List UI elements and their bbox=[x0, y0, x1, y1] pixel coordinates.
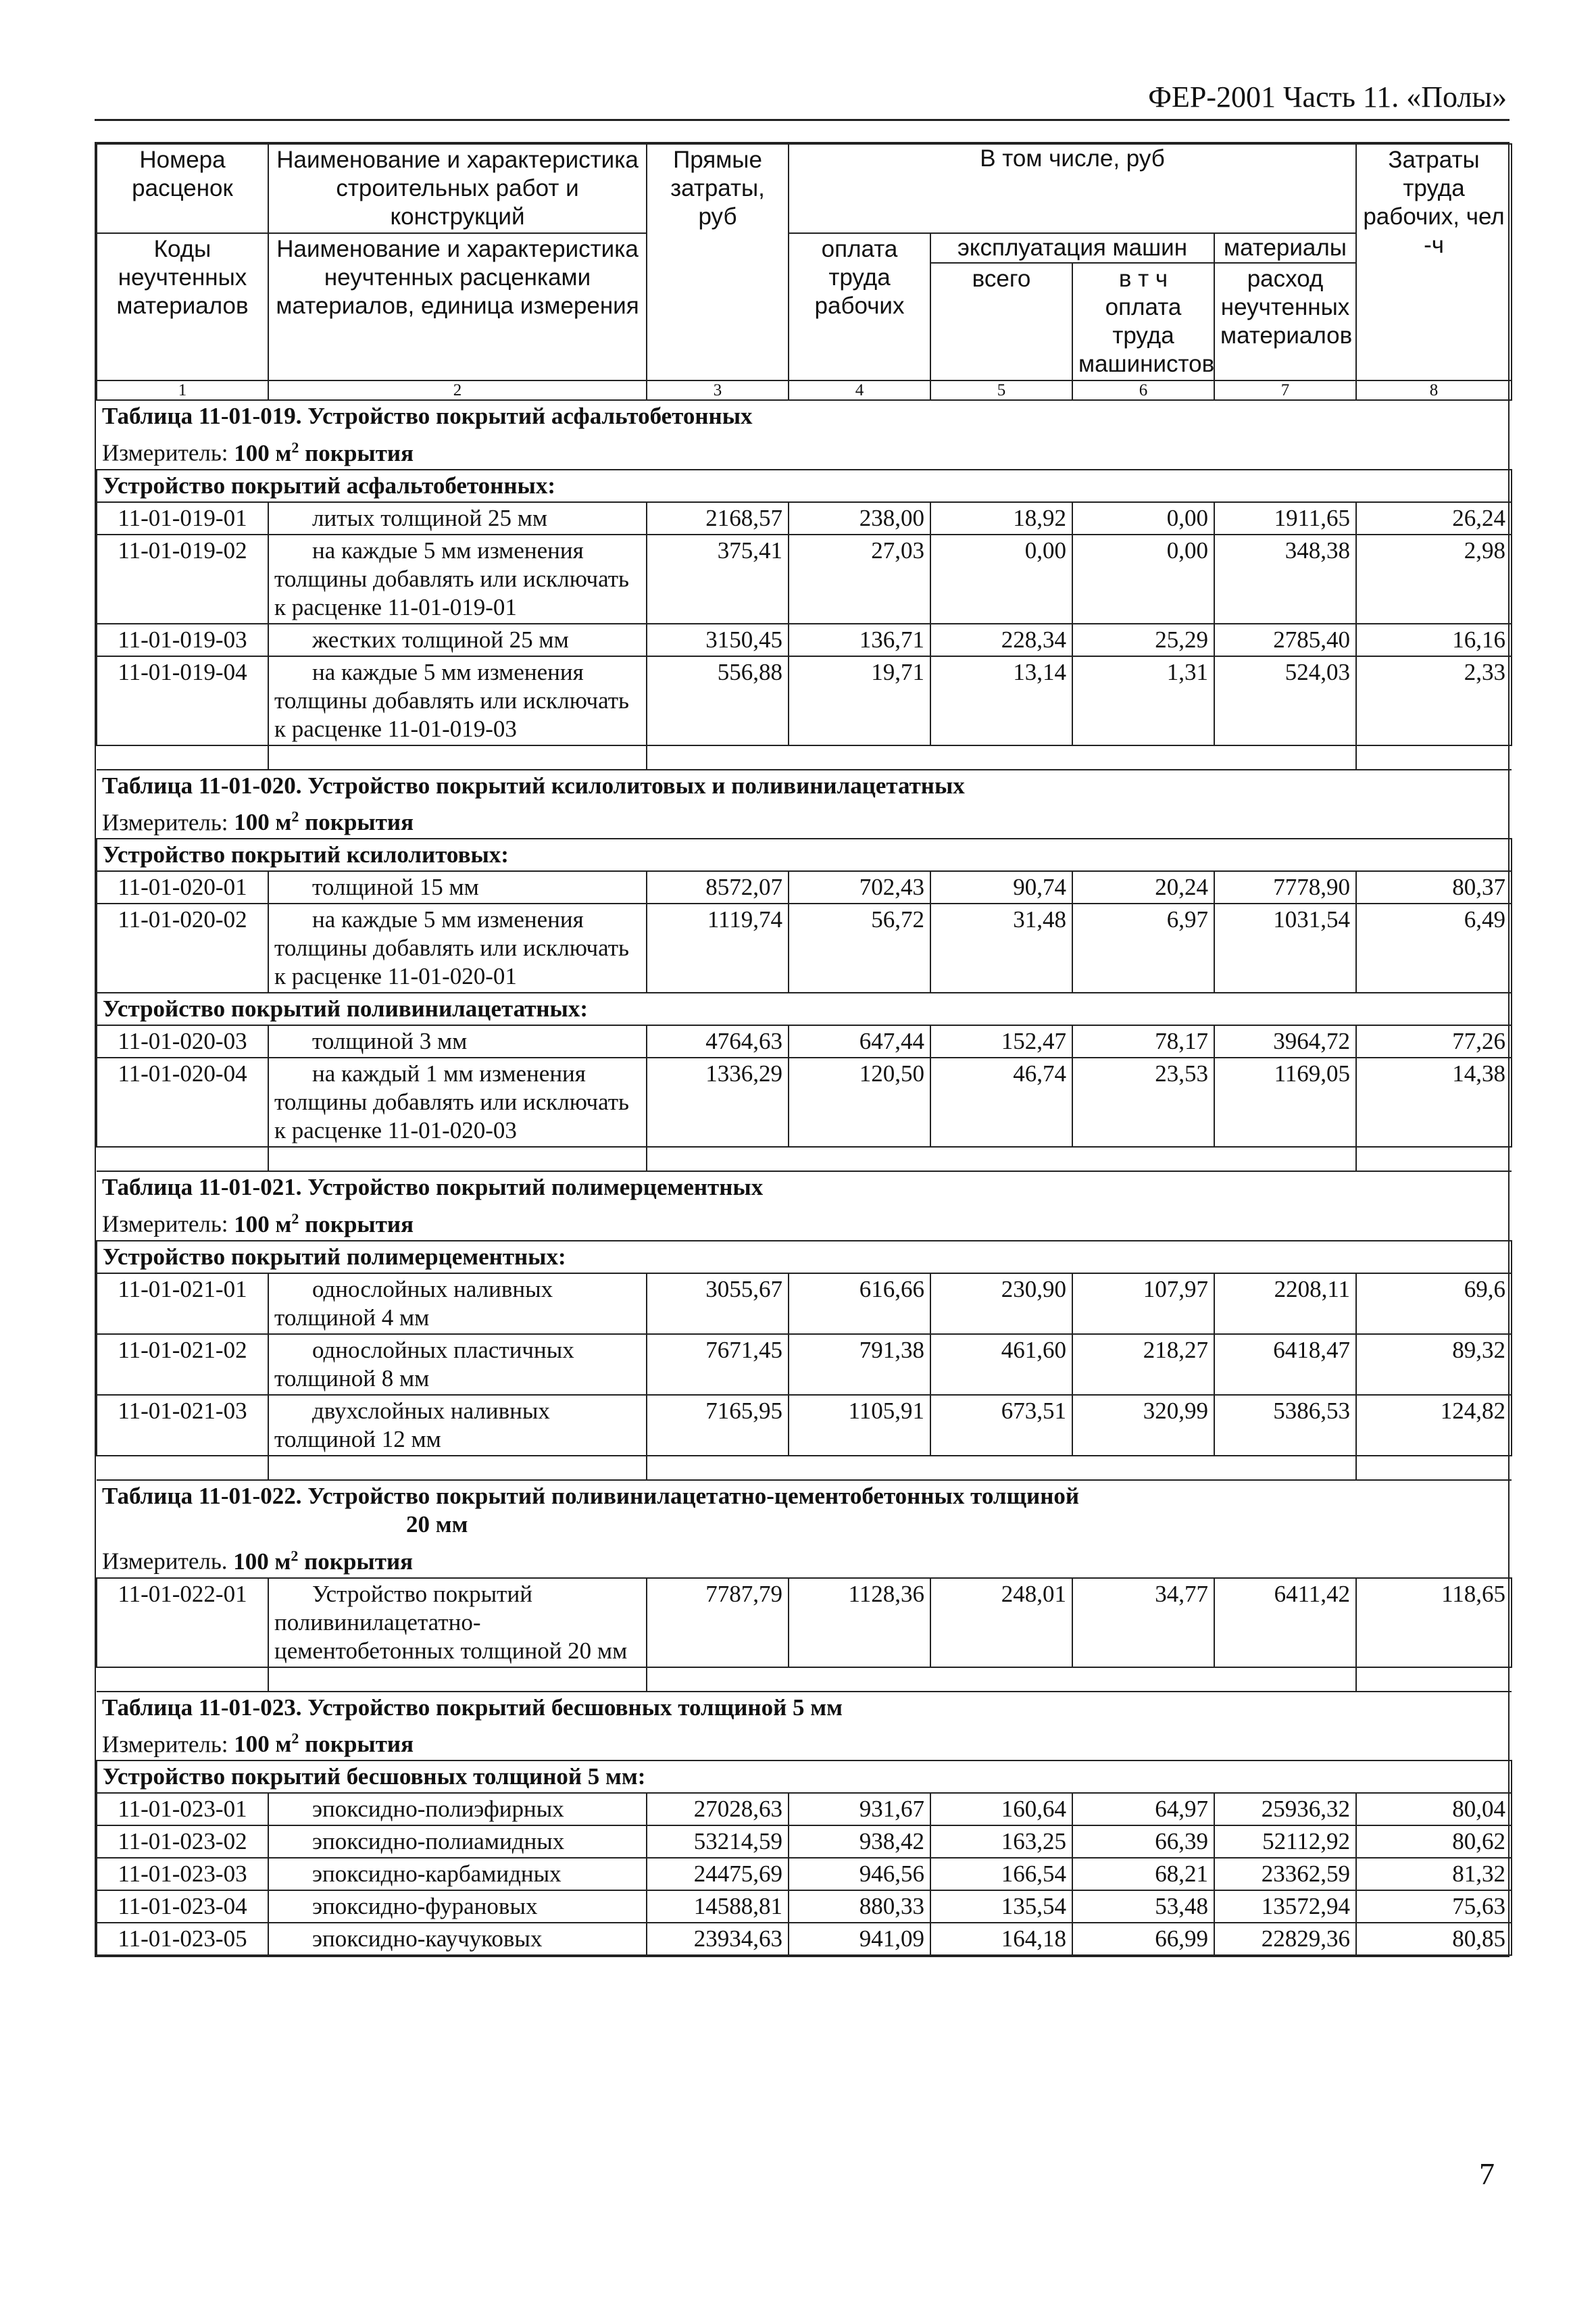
worker-pay: 136,71 bbox=[789, 624, 930, 656]
spacer-cell bbox=[268, 1147, 647, 1171]
header-including: В том числе, руб bbox=[789, 144, 1356, 233]
spacer-cell bbox=[97, 745, 268, 770]
machines-total: 163,25 bbox=[930, 1825, 1072, 1858]
materials-cost: 2208,11 bbox=[1214, 1273, 1356, 1334]
spacer-cell bbox=[1072, 1147, 1214, 1171]
work-name-text: Устройство покрытий поливинилацетатно-цементобетонных толщиной 20 мм bbox=[274, 1580, 628, 1664]
materials-cost: 6418,47 bbox=[1214, 1334, 1356, 1395]
header-operator-pay: в т ч оплата труда машинистов bbox=[1072, 263, 1214, 380]
spacer-row bbox=[97, 1667, 1512, 1692]
meter-value: 100 м bbox=[233, 1548, 291, 1575]
materials-cost: 7778,90 bbox=[1214, 871, 1356, 904]
table-title-text: Таблица 11-01-020. Устройство покрытий ксилолитовых и поливинилацетатных bbox=[102, 772, 965, 799]
table-row bbox=[97, 1334, 1512, 1395]
rate-code: 11-01-021-03 bbox=[97, 1395, 268, 1456]
direct-cost: 8572,07 bbox=[647, 871, 789, 904]
subsection-row bbox=[97, 839, 1512, 871]
work-name-text: эпоксидно-карбамидных bbox=[312, 1861, 562, 1888]
column-number: 8 bbox=[1356, 380, 1512, 400]
operator-pay: 66,39 bbox=[1072, 1825, 1214, 1858]
machines-total: 160,64 bbox=[930, 1793, 1072, 1825]
spacer-cell bbox=[1356, 745, 1512, 770]
labor-hours: 81,32 bbox=[1356, 1858, 1512, 1890]
meter-row bbox=[97, 1540, 1512, 1578]
worker-pay: 647,44 bbox=[789, 1025, 930, 1058]
spacer-cell bbox=[1072, 745, 1214, 770]
spacer-cell bbox=[647, 1667, 789, 1692]
operator-pay: 64,97 bbox=[1072, 1793, 1214, 1825]
meter-unit bbox=[234, 1731, 414, 1757]
spacer-cell bbox=[1214, 1456, 1356, 1480]
spacer-row bbox=[97, 1147, 1512, 1171]
materials-cost: 5386,53 bbox=[1214, 1395, 1356, 1456]
work-name bbox=[268, 535, 647, 624]
operator-pay: 68,21 bbox=[1072, 1858, 1214, 1890]
operator-pay: 218,27 bbox=[1072, 1334, 1214, 1395]
table-title-row bbox=[97, 770, 1512, 802]
spacer-cell bbox=[1072, 1667, 1214, 1692]
meter-exponent: 2 bbox=[291, 1546, 299, 1564]
rate-code: 11-01-020-01 bbox=[97, 871, 268, 904]
header-machines-total: всего bbox=[930, 263, 1072, 380]
machines-total: 673,51 bbox=[930, 1395, 1072, 1456]
table-row bbox=[97, 1273, 1512, 1334]
labor-hours: 77,26 bbox=[1356, 1025, 1512, 1058]
header-rule bbox=[95, 119, 1510, 121]
meter-label: Измеритель: bbox=[102, 1731, 228, 1758]
rate-code: 11-01-021-01 bbox=[97, 1273, 268, 1334]
table-row bbox=[97, 1395, 1512, 1456]
spacer-cell bbox=[930, 745, 1072, 770]
materials-cost: 52112,92 bbox=[1214, 1825, 1356, 1858]
rate-code: 11-01-021-02 bbox=[97, 1334, 268, 1395]
table-row bbox=[97, 904, 1512, 993]
header-labor-hours: Затраты труда рабочих, чел -ч bbox=[1356, 144, 1512, 380]
work-name-text: толщиной 15 мм bbox=[312, 874, 479, 901]
spacer-cell bbox=[789, 1456, 930, 1480]
work-name bbox=[268, 656, 647, 745]
spacer-cell bbox=[647, 1456, 789, 1480]
rates-table bbox=[96, 143, 1512, 1956]
table-row bbox=[97, 1923, 1512, 1955]
work-name-text: эпоксидно-фурановых bbox=[312, 1893, 538, 1920]
subsection-title: Устройство покрытий бесшовных толщиной 5 мм: bbox=[97, 1761, 1512, 1793]
running-head: ФЕР-2001 Часть 11. «Полы» bbox=[1148, 80, 1507, 114]
spacer-cell bbox=[97, 1147, 268, 1171]
operator-pay: 320,99 bbox=[1072, 1395, 1214, 1456]
work-name bbox=[268, 904, 647, 993]
subsection-title: Устройство покрытий поливинилацетатных: bbox=[97, 993, 1512, 1025]
work-name-text: на каждые 5 мм изменения толщины добавлять или исключать к расценке 11-01-020-01 bbox=[274, 906, 630, 990]
worker-pay: 120,50 bbox=[789, 1058, 930, 1147]
header-material-use: расход неучтенных материалов bbox=[1214, 263, 1356, 380]
column-header bbox=[97, 144, 1512, 400]
spacer-cell bbox=[789, 745, 930, 770]
direct-cost: 556,88 bbox=[647, 656, 789, 745]
table-row bbox=[97, 1858, 1512, 1890]
price-sheet bbox=[95, 142, 1510, 1957]
spacer-cell bbox=[1072, 1456, 1214, 1480]
spacer-cell bbox=[1356, 1147, 1512, 1171]
table-title-text: Таблица 11-01-021. Устройство покрытий полимерцементных bbox=[102, 1174, 764, 1201]
worker-pay: 27,03 bbox=[789, 535, 930, 624]
operator-pay: 0,00 bbox=[1072, 502, 1214, 535]
materials-cost: 348,38 bbox=[1214, 535, 1356, 624]
table-row bbox=[97, 1825, 1512, 1858]
work-name-text: двухслойных наливных толщиной 12 мм bbox=[274, 1397, 550, 1452]
table-row bbox=[97, 1578, 1512, 1667]
header-direct-costs: Прямые затраты, руб bbox=[647, 144, 789, 380]
machines-total: 18,92 bbox=[930, 502, 1072, 535]
unit-of-measure bbox=[97, 432, 1512, 470]
work-name bbox=[268, 1578, 647, 1667]
spacer-row bbox=[97, 745, 1512, 770]
meter-row bbox=[97, 1203, 1512, 1241]
work-name bbox=[268, 1058, 647, 1147]
direct-cost: 1336,29 bbox=[647, 1058, 789, 1147]
table-row bbox=[97, 502, 1512, 535]
meter-suffix: покрытия bbox=[299, 1210, 414, 1237]
work-name-text: толщиной 3 мм bbox=[312, 1028, 468, 1055]
labor-hours: 80,85 bbox=[1356, 1923, 1512, 1955]
meter-value: 100 м bbox=[234, 1210, 292, 1237]
machines-total: 0,00 bbox=[930, 535, 1072, 624]
materials-cost: 23362,59 bbox=[1214, 1858, 1356, 1890]
worker-pay: 1105,91 bbox=[789, 1395, 930, 1456]
meter-value: 100 м bbox=[234, 439, 292, 466]
work-name bbox=[268, 1858, 647, 1890]
rate-code: 11-01-019-04 bbox=[97, 656, 268, 745]
table-row bbox=[97, 535, 1512, 624]
operator-pay: 25,29 bbox=[1072, 624, 1214, 656]
column-number: 4 bbox=[789, 380, 930, 400]
direct-cost: 53214,59 bbox=[647, 1825, 789, 1858]
work-name-text: литых толщиной 25 мм bbox=[312, 504, 548, 531]
spacer-cell bbox=[1214, 1667, 1356, 1692]
labor-hours: 80,37 bbox=[1356, 871, 1512, 904]
rate-code: 11-01-023-02 bbox=[97, 1825, 268, 1858]
table-title-row bbox=[97, 1692, 1512, 1723]
header-worker-pay: оплата труда рабочих bbox=[789, 233, 930, 380]
column-number: 7 bbox=[1214, 380, 1356, 400]
header-materials: материалы bbox=[1214, 233, 1356, 263]
labor-hours: 124,82 bbox=[1356, 1395, 1512, 1456]
worker-pay: 931,67 bbox=[789, 1793, 930, 1825]
column-number: 5 bbox=[930, 380, 1072, 400]
machines-total: 46,74 bbox=[930, 1058, 1072, 1147]
materials-cost: 22829,36 bbox=[1214, 1923, 1356, 1955]
operator-pay: 1,31 bbox=[1072, 656, 1214, 745]
labor-hours: 6,49 bbox=[1356, 904, 1512, 993]
work-name bbox=[268, 1923, 647, 1955]
meter-unit bbox=[234, 440, 414, 466]
work-name bbox=[268, 502, 647, 535]
machines-total: 461,60 bbox=[930, 1334, 1072, 1395]
operator-pay: 66,99 bbox=[1072, 1923, 1214, 1955]
direct-cost: 1119,74 bbox=[647, 904, 789, 993]
direct-cost: 27028,63 bbox=[647, 1793, 789, 1825]
machines-total: 248,01 bbox=[930, 1578, 1072, 1667]
subsection-title: Устройство покрытий асфальтобетонных: bbox=[97, 470, 1512, 502]
work-name bbox=[268, 1890, 647, 1923]
unit-of-measure bbox=[97, 802, 1512, 839]
subsection-row bbox=[97, 470, 1512, 502]
rate-code: 11-01-022-01 bbox=[97, 1578, 268, 1667]
operator-pay: 0,00 bbox=[1072, 535, 1214, 624]
table-row bbox=[97, 1793, 1512, 1825]
meter-row bbox=[97, 802, 1512, 839]
spacer-cell bbox=[930, 1667, 1072, 1692]
column-number: 1 bbox=[97, 380, 268, 400]
materials-cost: 13572,94 bbox=[1214, 1890, 1356, 1923]
header-machines: эксплуатация машин bbox=[930, 233, 1214, 263]
subsection-row bbox=[97, 1761, 1512, 1793]
work-name bbox=[268, 624, 647, 656]
labor-hours: 2,98 bbox=[1356, 535, 1512, 624]
table-title bbox=[97, 770, 1512, 802]
materials-cost: 524,03 bbox=[1214, 656, 1356, 745]
meter-value: 100 м bbox=[234, 1731, 292, 1758]
work-name-text: на каждые 5 мм изменения толщины добавлять или исключать к расценке 11-01-019-01 bbox=[274, 537, 630, 620]
worker-pay: 238,00 bbox=[789, 502, 930, 535]
materials-cost: 1169,05 bbox=[1214, 1058, 1356, 1147]
labor-hours: 118,65 bbox=[1356, 1578, 1512, 1667]
labor-hours: 69,6 bbox=[1356, 1273, 1512, 1334]
materials-cost: 6411,42 bbox=[1214, 1578, 1356, 1667]
rate-code: 11-01-020-04 bbox=[97, 1058, 268, 1147]
direct-cost: 3055,67 bbox=[647, 1273, 789, 1334]
meter-value: 100 м bbox=[234, 809, 292, 836]
spacer-cell bbox=[268, 1667, 647, 1692]
table-title-text: Таблица 11-01-023. Устройство покрытий бесшовных толщиной 5 мм bbox=[102, 1694, 843, 1721]
labor-hours: 89,32 bbox=[1356, 1334, 1512, 1395]
direct-cost: 7671,45 bbox=[647, 1334, 789, 1395]
meter-label: Измеритель: bbox=[102, 809, 228, 836]
work-name bbox=[268, 1793, 647, 1825]
materials-cost: 1031,54 bbox=[1214, 904, 1356, 993]
direct-cost: 4764,63 bbox=[647, 1025, 789, 1058]
spacer-cell bbox=[97, 1456, 268, 1480]
machines-total: 152,47 bbox=[930, 1025, 1072, 1058]
spacer-cell bbox=[268, 1456, 647, 1480]
table-title bbox=[97, 1480, 1512, 1540]
rate-code: 11-01-023-04 bbox=[97, 1890, 268, 1923]
work-name bbox=[268, 1334, 647, 1395]
rate-code: 11-01-023-05 bbox=[97, 1923, 268, 1955]
work-name-text: эпоксидно-полиамидных bbox=[312, 1828, 565, 1855]
unit-of-measure bbox=[97, 1540, 1512, 1578]
rate-code: 11-01-023-03 bbox=[97, 1858, 268, 1890]
subsection-row bbox=[97, 1241, 1512, 1273]
table-title bbox=[97, 1692, 1512, 1723]
worker-pay: 702,43 bbox=[789, 871, 930, 904]
direct-cost: 3150,45 bbox=[647, 624, 789, 656]
table-row bbox=[97, 624, 1512, 656]
direct-cost: 7787,79 bbox=[647, 1578, 789, 1667]
column-number: 2 bbox=[268, 380, 647, 400]
meter-label: Измеритель. bbox=[102, 1548, 228, 1575]
work-name-text: эпоксидно-каучуковых bbox=[312, 1925, 543, 1952]
direct-cost: 2168,57 bbox=[647, 502, 789, 535]
work-name bbox=[268, 871, 647, 904]
table-row bbox=[97, 1890, 1512, 1923]
labor-hours: 26,24 bbox=[1356, 502, 1512, 535]
work-name-text: на каждый 1 мм изменения толщины добавлять или исключать к расценке 11-01-020-03 bbox=[274, 1060, 630, 1144]
work-name bbox=[268, 1825, 647, 1858]
machines-total: 135,54 bbox=[930, 1890, 1072, 1923]
meter-unit bbox=[233, 1548, 413, 1575]
meter-row bbox=[97, 432, 1512, 470]
work-name-text: на каждые 5 мм изменения толщины добавлять или исключать к расценке 11-01-019-03 bbox=[274, 658, 630, 742]
work-name-text: однослойных пластичных толщиной 8 мм bbox=[274, 1336, 574, 1392]
spacer-cell bbox=[1214, 745, 1356, 770]
spacer-cell bbox=[789, 1147, 930, 1171]
worker-pay: 880,33 bbox=[789, 1890, 930, 1923]
work-name bbox=[268, 1025, 647, 1058]
subsection-title: Устройство покрытий полимерцементных: bbox=[97, 1241, 1512, 1273]
worker-pay: 19,71 bbox=[789, 656, 930, 745]
meter-suffix: покрытия bbox=[299, 1731, 414, 1758]
worker-pay: 616,66 bbox=[789, 1273, 930, 1334]
meter-exponent: 2 bbox=[291, 808, 299, 825]
unit-of-measure bbox=[97, 1203, 1512, 1241]
worker-pay: 1128,36 bbox=[789, 1578, 930, 1667]
table-row bbox=[97, 871, 1512, 904]
operator-pay: 34,77 bbox=[1072, 1578, 1214, 1667]
direct-cost: 7165,95 bbox=[647, 1395, 789, 1456]
work-name-text: однослойных наливных толщиной 4 мм bbox=[274, 1275, 553, 1331]
labor-hours: 14,38 bbox=[1356, 1058, 1512, 1147]
machines-total: 164,18 bbox=[930, 1923, 1072, 1955]
operator-pay: 78,17 bbox=[1072, 1025, 1214, 1058]
tables-body bbox=[97, 400, 1512, 1955]
table-title bbox=[97, 1171, 1512, 1203]
spacer-cell bbox=[789, 1667, 930, 1692]
worker-pay: 56,72 bbox=[789, 904, 930, 993]
column-number: 6 bbox=[1072, 380, 1214, 400]
direct-cost: 23934,63 bbox=[647, 1923, 789, 1955]
work-name-text: эпоксидно-полиэфирных bbox=[312, 1796, 564, 1823]
materials-cost: 3964,72 bbox=[1214, 1025, 1356, 1058]
spacer-cell bbox=[647, 745, 789, 770]
spacer-cell bbox=[1214, 1147, 1356, 1171]
direct-cost: 24475,69 bbox=[647, 1858, 789, 1890]
labor-hours: 16,16 bbox=[1356, 624, 1512, 656]
meter-suffix: покрытия bbox=[298, 1548, 414, 1575]
rate-code: 11-01-020-03 bbox=[97, 1025, 268, 1058]
meter-unit bbox=[234, 809, 414, 835]
labor-hours: 2,33 bbox=[1356, 656, 1512, 745]
rate-code: 11-01-023-01 bbox=[97, 1793, 268, 1825]
materials-cost: 25936,32 bbox=[1214, 1793, 1356, 1825]
spacer-row bbox=[97, 1456, 1512, 1480]
header-rate-numbers: Номера расценок bbox=[97, 144, 268, 233]
header-material-codes: Коды неучтенных материалов bbox=[97, 233, 268, 380]
spacer-cell bbox=[930, 1147, 1072, 1171]
work-name bbox=[268, 1273, 647, 1334]
table-title-row bbox=[97, 400, 1512, 432]
labor-hours: 80,04 bbox=[1356, 1793, 1512, 1825]
machines-total: 228,34 bbox=[930, 624, 1072, 656]
spacer-cell bbox=[930, 1456, 1072, 1480]
unit-of-measure bbox=[97, 1723, 1512, 1761]
table-title-line2: 20 мм bbox=[406, 1510, 468, 1537]
operator-pay: 23,53 bbox=[1072, 1058, 1214, 1147]
table-title-text: Таблица 11-01-019. Устройство покрытий асфальтобетонных bbox=[102, 403, 753, 429]
column-number: 3 bbox=[647, 380, 789, 400]
work-name bbox=[268, 1395, 647, 1456]
meter-suffix: покрытия bbox=[299, 809, 414, 836]
rate-code: 11-01-019-01 bbox=[97, 502, 268, 535]
labor-hours: 75,63 bbox=[1356, 1890, 1512, 1923]
worker-pay: 946,56 bbox=[789, 1858, 930, 1890]
spacer-cell bbox=[1356, 1456, 1512, 1480]
meter-exponent: 2 bbox=[291, 1210, 299, 1227]
machines-total: 31,48 bbox=[930, 904, 1072, 993]
operator-pay: 6,97 bbox=[1072, 904, 1214, 993]
header-material-name: Наименование и характеристика неучтенных расценками материалов, единица измерения bbox=[268, 233, 647, 380]
meter-label: Измеритель: bbox=[102, 439, 228, 466]
machines-total: 90,74 bbox=[930, 871, 1072, 904]
meter-exponent: 2 bbox=[291, 439, 299, 456]
page-number: 7 bbox=[1479, 2157, 1495, 2191]
operator-pay: 53,48 bbox=[1072, 1890, 1214, 1923]
worker-pay: 791,38 bbox=[789, 1334, 930, 1395]
table-title-text: Таблица 11-01-022. Устройство покрытий поливинилацетатно-цементобетонных толщиной bbox=[102, 1482, 1080, 1509]
table-title bbox=[97, 400, 1512, 432]
rate-code: 11-01-019-02 bbox=[97, 535, 268, 624]
operator-pay: 107,97 bbox=[1072, 1273, 1214, 1334]
direct-cost: 14588,81 bbox=[647, 1890, 789, 1923]
meter-row bbox=[97, 1723, 1512, 1761]
rate-code: 11-01-019-03 bbox=[97, 624, 268, 656]
machines-total: 230,90 bbox=[930, 1273, 1072, 1334]
meter-label: Измеритель: bbox=[102, 1210, 228, 1237]
header-work-name: Наименование и характеристика строительных работ и конструкций bbox=[268, 144, 647, 233]
rate-code: 11-01-020-02 bbox=[97, 904, 268, 993]
table-row bbox=[97, 656, 1512, 745]
meter-exponent: 2 bbox=[291, 1729, 299, 1747]
machines-total: 166,54 bbox=[930, 1858, 1072, 1890]
meter-unit bbox=[234, 1211, 414, 1237]
worker-pay: 941,09 bbox=[789, 1923, 930, 1955]
table-row bbox=[97, 1025, 1512, 1058]
spacer-cell bbox=[1356, 1667, 1512, 1692]
subsection-row bbox=[97, 993, 1512, 1025]
spacer-cell bbox=[647, 1147, 789, 1171]
spacer-cell bbox=[97, 1667, 268, 1692]
table-title-row bbox=[97, 1171, 1512, 1203]
operator-pay: 20,24 bbox=[1072, 871, 1214, 904]
materials-cost: 1911,65 bbox=[1214, 502, 1356, 535]
machines-total: 13,14 bbox=[930, 656, 1072, 745]
table-title-row bbox=[97, 1480, 1512, 1540]
column-numbers-row bbox=[97, 380, 1512, 400]
table-row bbox=[97, 1058, 1512, 1147]
labor-hours: 80,62 bbox=[1356, 1825, 1512, 1858]
materials-cost: 2785,40 bbox=[1214, 624, 1356, 656]
work-name-text: жестких толщиной 25 мм bbox=[312, 626, 569, 653]
meter-suffix: покрытия bbox=[299, 439, 414, 466]
worker-pay: 938,42 bbox=[789, 1825, 930, 1858]
spacer-cell bbox=[268, 745, 647, 770]
subsection-title: Устройство покрытий ксилолитовых: bbox=[97, 839, 1512, 871]
direct-cost: 375,41 bbox=[647, 535, 789, 624]
